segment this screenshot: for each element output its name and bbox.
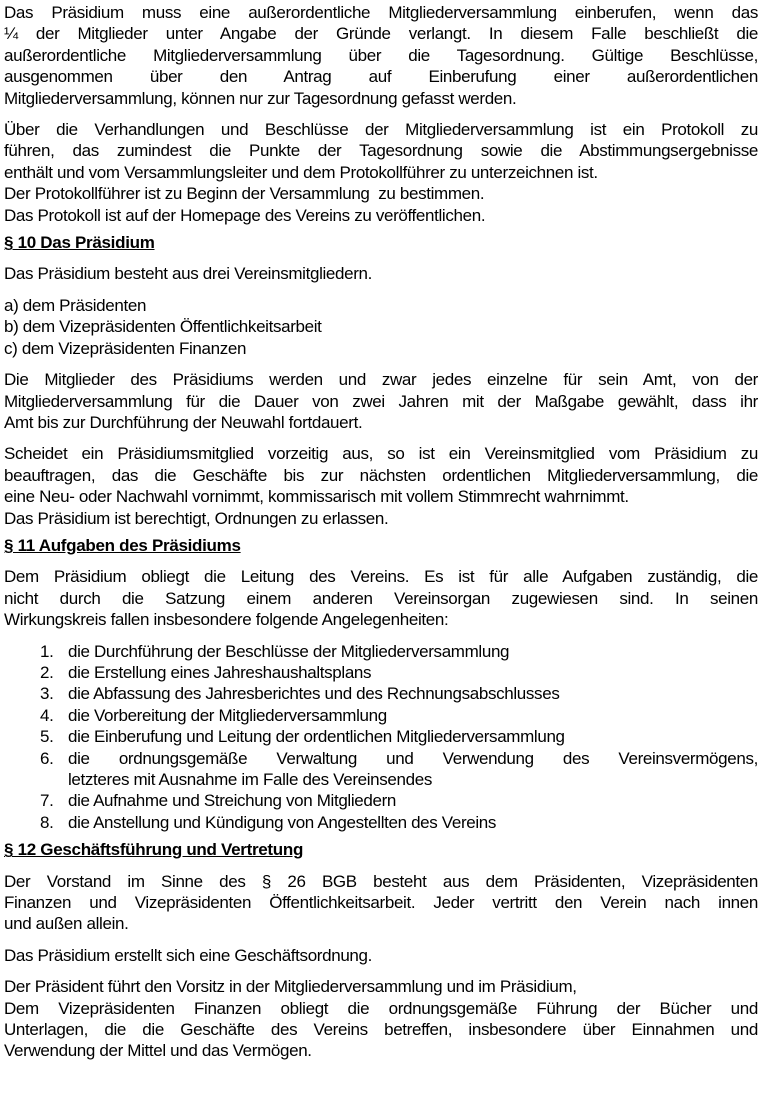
text-line: führen, das zumindest die Punkte der Tagesordnung sowie die Abstimmungsergebnisse <box>4 141 758 161</box>
list-number: 7. <box>40 791 54 811</box>
text-line: Dem Vizepräsidenten Finanzen obliegt die ordnungsgemäße Führung der Bücher und <box>4 998 758 1018</box>
list-item-text: die Vorbereitung der Mitgliederversammlung <box>68 705 387 725</box>
list-item-text: die Einberufung und Leitung der ordentlichen Mitgliederversammlung <box>68 727 565 747</box>
list-number: 2. <box>40 662 54 682</box>
text-line: Die Mitglieder des Präsidiums werden und zwar jedes einzelne für sein Amt, von der <box>4 370 758 390</box>
list-number: 6. <box>40 748 54 768</box>
text-line: Mitgliederversammlung für die Dauer von zwei Jahren mit der Maßgabe gewählt, dass ihr <box>4 391 758 411</box>
paragraph-election <box>4 369 758 433</box>
text-line: Unterlagen, die die Geschäfte des Vereins betreffen, insbesondere über Einnahmen und <box>4 1020 758 1040</box>
list-item: b) dem Vizepräsidenten Öffentlichkeitsarbeit <box>4 317 322 337</box>
text-line: Scheidet ein Präsidiumsmitglied vorzeitig aus, so ist ein Vereinsmitglied vom Präsidium zu <box>4 444 758 464</box>
section-12-heading: § 12 Geschäftsführung und Vertretung <box>4 840 304 860</box>
text-line: Das Präsidium ist berechtigt, Ordnungen zu erlassen. <box>4 508 389 528</box>
section-10-heading: § 10 Das Präsidium <box>4 233 155 253</box>
paragraph-extraordinary-meeting <box>4 2 758 109</box>
list-item-text: die Aufnahme und Streichung von Mitgliedern <box>68 791 397 811</box>
text-line: Der Vorstand im Sinne des § 26 BGB besteht aus dem Präsidenten, Vizepräsidenten <box>4 871 758 891</box>
text-line: Über die Verhandlungen und Beschlüsse der Mitgliederversammlung ist ein Protokoll zu <box>4 120 758 140</box>
paragraph-rules: Das Präsidium erstellt sich eine Geschäftsordnung. <box>4 945 373 965</box>
text-line: ¼ der Mitglieder unter Angabe der Gründe verlangt. In diesem Falle beschließt die <box>4 24 758 44</box>
list-item-text: die Anstellung und Kündigung von Angestellten des Vereins <box>68 812 497 832</box>
paragraph-chair <box>4 976 758 1062</box>
list-item <box>4 748 758 791</box>
list-number: 4. <box>40 705 54 725</box>
text-line: Dem Präsidium obliegt die Leitung des Vereins. Es ist für alle Aufgaben zuständig, die <box>4 567 758 587</box>
list-item <box>4 662 758 683</box>
text-line: eine Neu- oder Nachwahl vornimmt, kommissarisch mit vollem Stimmrecht wahrnimmt. <box>4 487 629 507</box>
list-number: 5. <box>40 727 54 747</box>
paragraph-resignation <box>4 443 758 529</box>
text-line: und außen allein. <box>4 914 129 934</box>
list-item-text: letzteres mit Ausnahme im Falle des Vereinsendes <box>68 770 432 789</box>
list-number: 8. <box>40 812 54 832</box>
paragraph-board <box>4 871 758 935</box>
text-line: Mitgliederversammlung, können nur zur Tagesordnung gefasst werden. <box>4 88 517 108</box>
text-line: Finanzen und Vizepräsidenten Öffentlichkeitsarbeit. Jeder vertritt den Verein nach innen <box>4 893 758 913</box>
list-item <box>4 641 758 662</box>
list-item <box>4 812 758 833</box>
text-line: Das Präsidium muss eine außerordentliche Mitgliederversammlung einberufen, wenn das <box>4 3 758 22</box>
text-line: ausgenommen über den Antrag auf Einberufung einer außerordentlichen <box>4 67 758 87</box>
text-line: beauftragen, das die Geschäfte bis zur nächsten ordentlichen Mitgliederversammlung, die <box>4 465 758 485</box>
list-item-text: die Durchführung der Beschlüsse der Mitgliederversammlung <box>68 641 510 661</box>
text-line: Der Protokollführer ist zu Beginn der Versammlung zu bestimmen. <box>4 184 485 204</box>
text-line: enthält und vom Versammlungsleiter und dem Protokollführer zu unterzeichnen ist. <box>4 162 598 182</box>
list-item <box>4 726 758 747</box>
list-number: 3. <box>40 684 54 704</box>
text-line: Wirkungskreis fallen insbesondere folgende Angelegenheiten: <box>4 610 449 630</box>
list-item: c) dem Vizepräsidenten Finanzen <box>4 338 247 358</box>
presidium-member-list <box>4 295 758 359</box>
text-line: Das Protokoll ist auf der Homepage des Vereins zu veröffentlichen. <box>4 205 486 225</box>
section-11-heading: § 11 Aufgaben des Präsidiums <box>4 535 241 555</box>
section-10-intro: Das Präsidium besteht aus drei Vereinsmitgliedern. <box>4 264 373 284</box>
text-line: außerordentliche Mitgliederversammlung über die Tagesordnung. Gültige Beschlüsse, <box>4 45 758 65</box>
list-item <box>4 790 758 811</box>
list-item-text: die Erstellung eines Jahreshaushaltsplans <box>68 662 372 682</box>
text-line: Der Präsident führt den Vorsitz in der Mitgliederversammlung und im Präsidium, <box>4 977 577 997</box>
list-item <box>4 683 758 704</box>
text-line: Amt bis zur Durchführung der Neuwahl fortdauert. <box>4 412 363 432</box>
paragraph-tasks-intro <box>4 566 758 630</box>
list-item-text: die ordnungsgemäße Verwaltung und Verwendung des Vereinsvermögens, <box>68 748 758 768</box>
text-line: nicht durch die Satzung einem anderen Vereinsorgan zugewiesen sind. In seinen <box>4 588 758 608</box>
document-page <box>4 2 758 1062</box>
text-line: Verwendung der Mittel und das Vermögen. <box>4 1041 312 1061</box>
list-item-text: die Abfassung des Jahresberichtes und des Rechnungsabschlusses <box>68 684 560 704</box>
list-item <box>4 705 758 726</box>
paragraph-protocol <box>4 119 758 226</box>
list-number: 1. <box>40 641 54 661</box>
tasks-list <box>4 641 758 834</box>
list-item: a) dem Präsidenten <box>4 295 147 315</box>
